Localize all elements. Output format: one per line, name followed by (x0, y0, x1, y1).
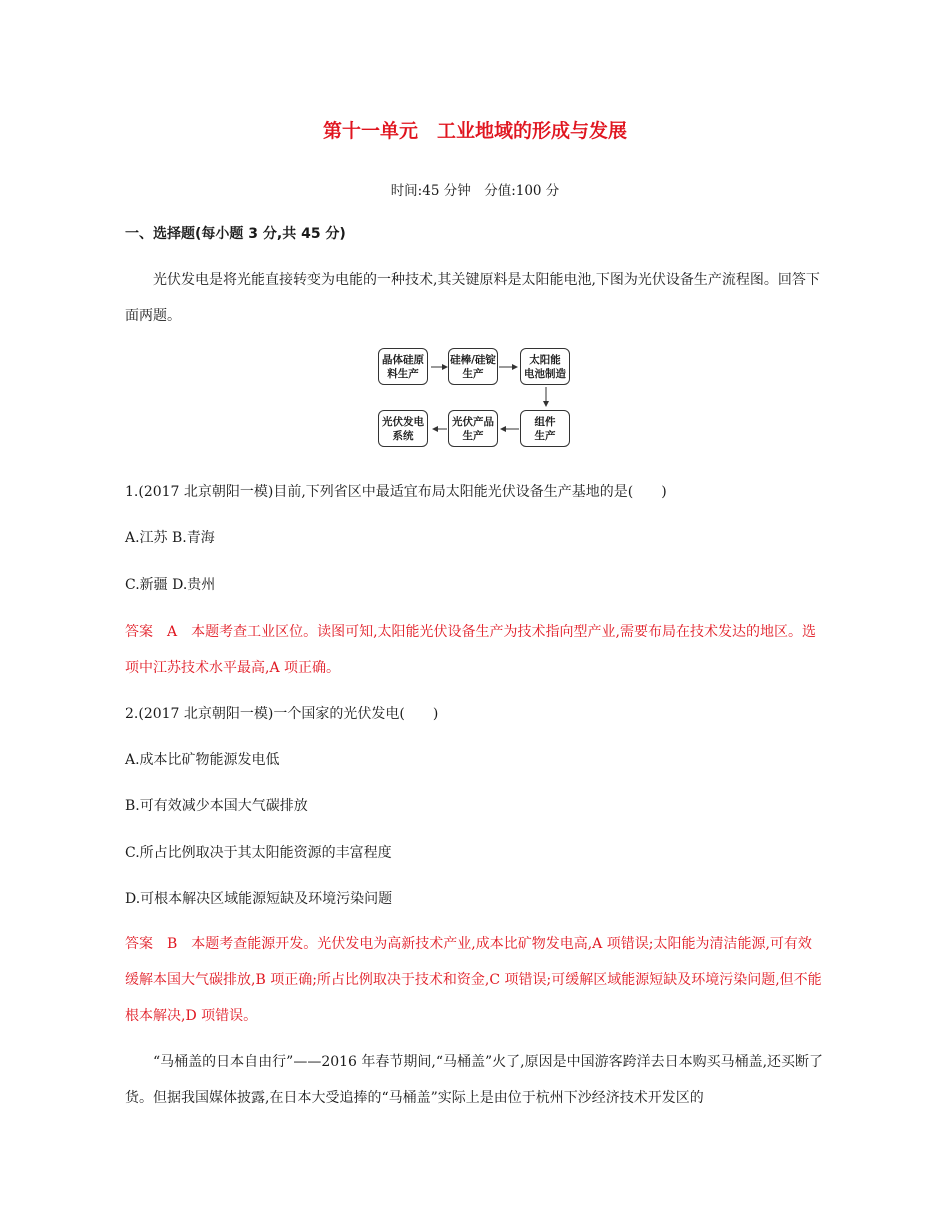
flow-box-silicon-material: 晶体硅原 料生产 (378, 348, 428, 385)
flow-box-silicon-rod: 硅棒/硅锭 生产 (448, 348, 498, 385)
intro-paragraph: 光伏发电是将光能直接转变为电能的一种技术,其关键原料是太阳能电池,下图为光伏设备生产流程图。回答下面两题。 (125, 272, 820, 324)
flowchart (360, 342, 600, 454)
question-1-options-ab: A.江苏 B.青海 (125, 530, 215, 546)
flow-box-solar-cell: 太阳能 电池制造 (520, 348, 570, 385)
flow-box-module: 组件 生产 (520, 410, 570, 447)
question-1-stem: 1.(2017 北京朝阳一模)目前,下列省区中最适宜布局太阳能光伏设备生产基地的是( ) (125, 484, 667, 500)
flow-box-pv-product: 光伏产品 生产 (448, 410, 498, 447)
question-2-option-a: A.成本比矿物能源发电低 (125, 752, 280, 768)
question-2-option-d: D.可根本解决区域能源短缺及环境污染问题 (125, 891, 393, 907)
exam-time-score: 时间:45 分钟 分值:100 分 (390, 183, 560, 199)
section-heading: 一、选择题(每小题 3 分,共 45 分) (125, 226, 346, 242)
question-2-option-c: C.所占比例取决于其太阳能资源的丰富程度 (125, 845, 392, 861)
question-1-answer: 答案 A 本题考查工业区位。读图可知,太阳能光伏设备生产为技术指向型产业,需要布局在技术发达的地区。选项中江苏技术水平最高,A 项正确。 (125, 624, 817, 676)
question-2-option-b: B.可有效减少本国大气碳排放 (125, 798, 308, 814)
flow-box-pv-system: 光伏发电 系统 (378, 410, 428, 447)
question-2-answer: 答案 B 本题考查能源开发。光伏发电为高新技术产业,成本比矿物发电高,A 项错误;太阳能为清洁能源,可有效缓解本国大气碳排放,B 项正确;所占比例取决于技术和资金,C 项错误;可缓解区域能源短缺及环境污染问题,但不能根本解决,D 项错误。 (125, 936, 822, 1024)
question-2-stem: 2.(2017 北京朝阳一模)一个国家的光伏发电( ) (125, 706, 439, 722)
unit-title: 第十一单元 工业地域的形成与发展 (322, 120, 627, 142)
question-1-options-cd: C.新疆 D.贵州 (125, 577, 216, 593)
passage-toilet-seat: “马桶盖的日本自由行”——2016 年春节期间,“马桶盖”火了,原因是中国游客跨洋去日本购买马桶盖,还买断了货。但据我国媒体披露,在日本大受追捧的“马桶盖”实际上是由位于杭州下沙经济技术开发区的 (125, 1054, 824, 1106)
